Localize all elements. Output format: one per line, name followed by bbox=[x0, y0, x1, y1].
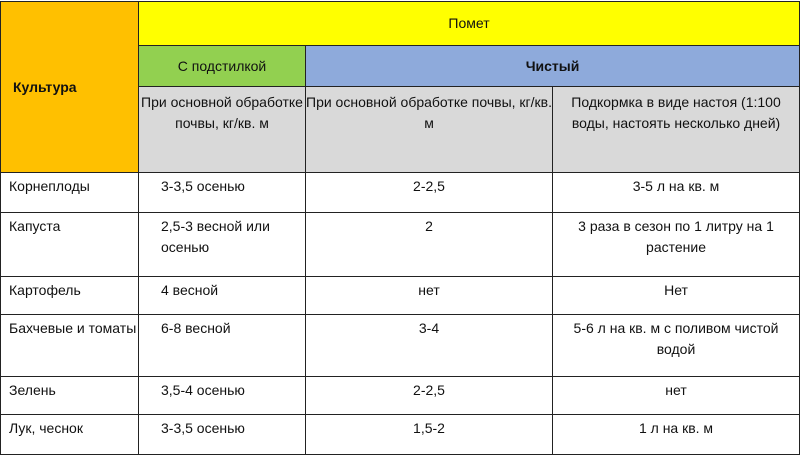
table-row bbox=[1, 315, 800, 377]
clean-main-value: 3-4 bbox=[306, 315, 553, 377]
bedding-value: 4 весной bbox=[139, 277, 306, 315]
clean-feed-value: 1 л на кв. м bbox=[553, 415, 800, 455]
fertilizer-table bbox=[0, 1, 800, 455]
clean-header: Чистый bbox=[306, 46, 800, 87]
crop-name: Корнеплоды bbox=[1, 173, 139, 213]
bedding-value: 3-3,5 осенью bbox=[139, 173, 306, 213]
sub-header-clean-main: При основной обработке почвы, кг/кв. м bbox=[306, 87, 553, 173]
crop-column-header: Культура bbox=[1, 2, 139, 173]
table-row bbox=[1, 415, 800, 455]
clean-main-value: нет bbox=[306, 277, 553, 315]
clean-feed-value: нет bbox=[553, 377, 800, 415]
crop-name: Бахчевые и томаты bbox=[1, 315, 139, 377]
table-row bbox=[1, 377, 800, 415]
with-bedding-header: С подстилкой bbox=[139, 46, 306, 87]
header-row-1 bbox=[1, 2, 800, 46]
clean-feed-value: 5-6 л на кв. м с поливом чистой водой bbox=[553, 315, 800, 377]
crop-name: Капуста bbox=[1, 213, 139, 277]
sub-header-bedding-main: При основной обработке почвы, кг/кв. м bbox=[139, 87, 306, 173]
table-row bbox=[1, 213, 800, 277]
bedding-value: 2,5-3 весной или осенью bbox=[139, 213, 306, 277]
clean-feed-value: 3 раза в сезон по 1 литру на 1 растение bbox=[553, 213, 800, 277]
bedding-value: 3-3,5 осенью bbox=[139, 415, 306, 455]
bedding-value: 3,5-4 осенью bbox=[139, 377, 306, 415]
table-row bbox=[1, 173, 800, 213]
sub-header-clean-feed: Подкормка в виде настоя (1:100 воды, настоять несколько дней) bbox=[553, 87, 800, 173]
bedding-value: 6-8 весной bbox=[139, 315, 306, 377]
pomet-header: Помет bbox=[139, 2, 800, 46]
crop-name: Лук, чеснок bbox=[1, 415, 139, 455]
crop-name: Картофель bbox=[1, 277, 139, 315]
clean-feed-value: 3-5 л на кв. м bbox=[553, 173, 800, 213]
clean-main-value: 1,5-2 bbox=[306, 415, 553, 455]
clean-main-value: 2-2,5 bbox=[306, 377, 553, 415]
clean-feed-value: Нет bbox=[553, 277, 800, 315]
crop-name: Зелень bbox=[1, 377, 139, 415]
table-row bbox=[1, 277, 800, 315]
clean-main-value: 2 bbox=[306, 213, 553, 277]
clean-main-value: 2-2,5 bbox=[306, 173, 553, 213]
